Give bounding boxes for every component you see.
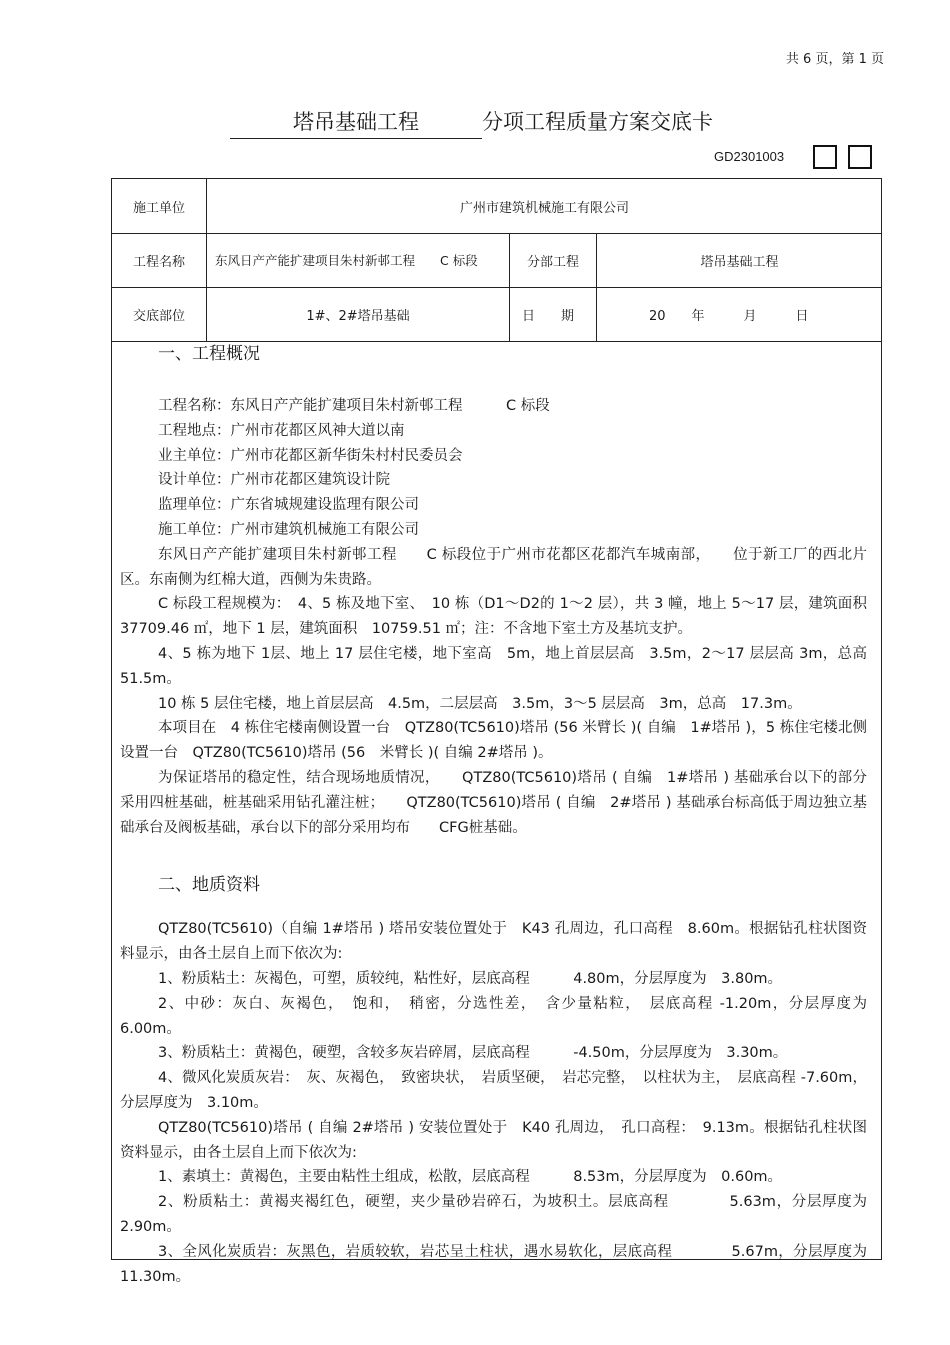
section-1-paragraph: 本项目在 4 栋住宅楼南侧设置一台 QTZ80(TC5610)塔吊 (56 米臂长 )( 自编 1#塔吊 )，5 栋住宅楼北侧设置一台 QTZ80(TC5610)塔吊 (56 米臂长 )( 自编 2#塔吊 )。 — [120, 720, 867, 762]
section-2-paragraph: 3、全风化炭质岩：灰黑色，岩质较软，岩芯呈土柱状，遇水易软化，层底高程 5.67m，分层厚度为 11.30m。 — [120, 1243, 867, 1285]
section-1-paragraph: 工程名称：东风日产产能扩建项目朱村新邨工程 C 标段 — [158, 398, 550, 414]
section-1-paragraph: 10 栋 5 层住宅楼，地上首层层高 4.5m，二层层高 3.5m，3～5 层层高 3m，总高 17.3m。 — [158, 695, 802, 712]
division-label: 分部工程 — [526, 254, 579, 270]
date-value: 20 年 月 日 — [649, 308, 809, 324]
section-2-paragraph: 1、粉质粘土：灰褐色，可塑，质较纯，粘性好，层底高程 4.80m，分层厚度为 3.80m。 — [158, 970, 783, 987]
checkbox-1[interactable] — [813, 145, 837, 169]
handover-location-label: 交底部位 — [132, 308, 185, 324]
section-2-paragraph: 4、微风化炭质灰岩： 灰、灰褐色， 致密块状， 岩质坚硬， 岩芯完整， 以柱状为主， 层底高程 -7.60m，分层厚度为 3.10m。 — [120, 1070, 867, 1111]
section-2-paragraph: QTZ80(TC5610)塔吊 ( 自编 2#塔吊 ) 安装位置处于 K40 孔周边， 孔口高程： 9.13m。根据钻孔柱状图资料显示，由各土层自上而下依次为: — [120, 1119, 867, 1161]
construction-unit-label: 施工单位 — [132, 200, 185, 216]
section-1-paragraph: 施工单位：广州市建筑机械施工有限公司 — [158, 521, 419, 538]
title-suffix: 分项工程质量方案交底卡 — [482, 110, 713, 134]
section-1-paragraph: 设计单位：广州市花都区建筑设计院 — [158, 472, 390, 489]
section-1-paragraph: 业主单位：广州市花都区新华街朱村村民委员会 — [158, 447, 463, 464]
section-2-paragraph: QTZ80(TC5610)（自编 1#塔吊 ) 塔吊安装位置处于 K43 孔周边，孔口高程 8.60m。根据钻孔柱状图资料显示，由各土层自上而下依次为: — [120, 921, 867, 963]
section-2-title: 二、地质资料 — [158, 875, 260, 896]
section-1-paragraph: C 标段工程规模为： 4、5 栋及地下室、 10 栋（D1～D2的 1～2 层），共 3 幢，地上 5～17 层，建筑面积 37709.46 ㎡，地下 1 层，建筑面积 10759.51 ㎡；注：不含地下室土方及基坑支护。 — [120, 596, 867, 638]
project-name-label: 工程名称 — [132, 254, 185, 270]
section-2-paragraph: 3、粉质粘土：黄褐色，硬塑，含较多灰岩碎屑，层底高程 -4.50m，分层厚度为 3.30m。 — [158, 1045, 788, 1062]
page-number: 共 6 页，第 1 页 — [785, 52, 884, 67]
title-project-name: 塔吊基础工程 — [230, 106, 482, 139]
section-1-paragraph: 为保证塔吊的稳定性，结合现场地质情况， QTZ80(TC5610)塔吊 ( 自编 1#塔吊 ) 基础承台以下的部分采用四桩基础，桩基础采用钻孔灌注桩； QTZ80(TC5610)塔吊 ( 自编 2#塔吊 ) 基础承台标高低于周边独立基础承台及阀板基础，承台以下的部分采用均布 CFG桩基础。 — [120, 769, 867, 836]
form-table — [111, 178, 882, 1285]
handover-location-value: 1#、2#塔吊基础 — [306, 308, 410, 324]
division-value: 塔吊基础工程 — [700, 254, 779, 270]
construction-unit-value: 广州市建筑机械施工有限公司 — [459, 200, 629, 216]
section-2-paragraph: 2、中砂：灰白、灰褐色， 饱和， 稍密，分选性差， 含少量粘粒， 层底高程 -1.20m，分层厚度为 6.00m。 — [120, 995, 882, 1037]
project-name-value: 东风日产产能扩建项目朱村新邨工程 C 标段 — [215, 253, 478, 268]
section-1-paragraph: 监理单位：广东省城规建设监理有限公司 — [158, 497, 419, 514]
document-code: GD2301003 — [714, 149, 785, 164]
section-1-paragraph: 工程地点：广州市花都区风神大道以南 — [158, 422, 405, 439]
section-1-paragraph: 东风日产产能扩建项目朱村新邨工程 C 标段位于广州市花都区花都汽车城南部， 位于新工厂的西北片区。东南侧为红棉大道，西侧为朱贵路。 — [120, 546, 867, 588]
section-1-title: 一、工程概况 — [158, 344, 260, 364]
date-label: 日 期 — [522, 308, 575, 324]
section-2-paragraph: 1、素填土：黄褐色，主要由粘性土组成，松散，层底高程 8.53m，分层厚度为 0.60m。 — [158, 1169, 783, 1186]
content-body — [120, 339, 882, 1289]
section-2-paragraph: 2、粉质粘土：黄褐夹褐红色，硬塑，夹少量砂岩碎石，为坡积土。层底高程 5.63m，分层厚度为 2.90m。 — [120, 1194, 867, 1235]
checkbox-2[interactable] — [848, 145, 872, 169]
document-title — [230, 106, 713, 139]
section-1-paragraph: 4、5 栋为地下 1层、地上 17 层住宅楼，地下室高 5m，地上首层层高 3.5m，2～17 层层高 3m，总高 51.5m。 — [120, 645, 867, 687]
